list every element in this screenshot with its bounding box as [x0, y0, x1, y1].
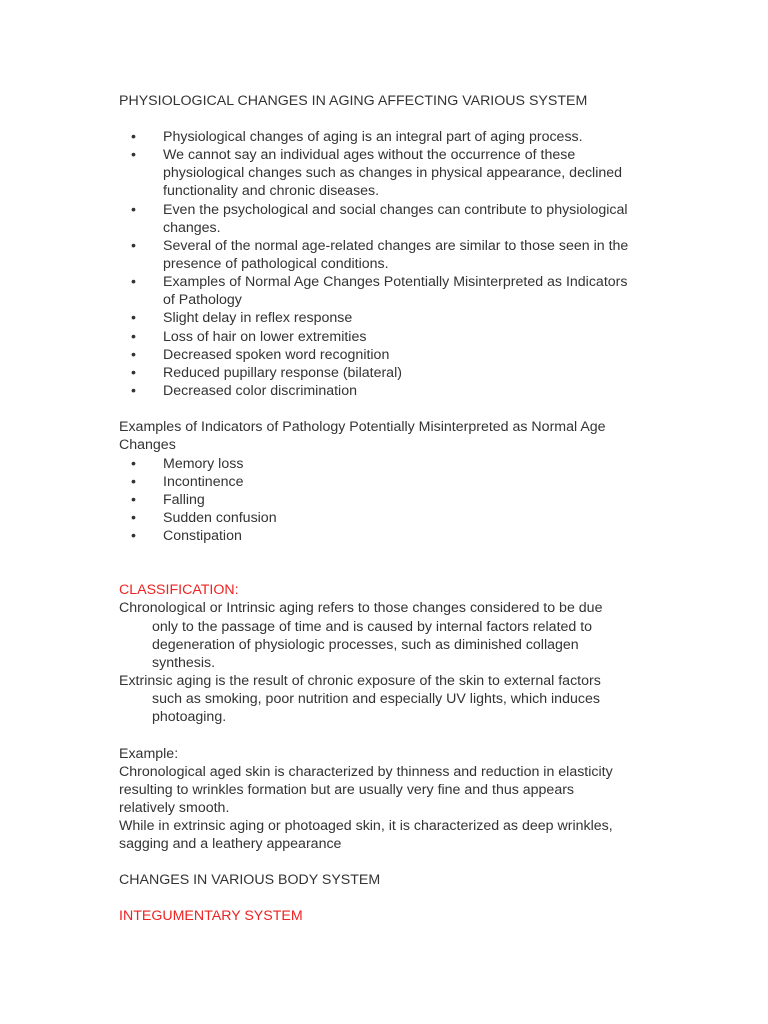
chronological-paragraph: degeneration of physiologic processes, such as diminished collagen — [152, 637, 579, 653]
chronological-paragraph: Chronological or Intrinsic aging refers to those changes considered to be due — [119, 600, 603, 616]
examples-heading: Examples of Indicators of Pathology Potentially Misinterpreted as Normal Age — [119, 419, 606, 435]
bullet-marker: • — [131, 347, 136, 363]
list-item-text: Constipation — [163, 528, 242, 544]
list-item-text: We cannot say an individual ages without the occurrence of these — [163, 147, 576, 163]
bullet-marker: • — [131, 129, 136, 145]
bullet-marker: • — [131, 329, 136, 345]
bullet-marker: • — [131, 510, 136, 526]
list-item-text: Reduced pupillary response (bilateral) — [163, 365, 402, 381]
list-item-text: Incontinence — [163, 474, 244, 490]
example-paragraph: resulting to wrinkles formation but are usually very fine and thus appears — [119, 782, 575, 798]
bullet-marker: • — [131, 274, 136, 290]
bullet-marker: • — [131, 365, 136, 381]
document-title: PHYSIOLOGICAL CHANGES IN AGING AFFECTING VARIOUS SYSTEM — [119, 93, 588, 109]
list-item-text: Slight delay in reflex response — [163, 310, 353, 326]
list-item-text: Decreased spoken word recognition — [163, 347, 390, 363]
bullet-marker: • — [131, 310, 136, 326]
extrinsic-paragraph: Extrinsic aging is the result of chronic exposure of the skin to external factors — [119, 673, 601, 689]
example-paragraph: While in extrinsic aging or photoaged skin, it is characterized as deep wrinkles, — [119, 818, 613, 834]
example-paragraph: sagging and a leathery appearance — [119, 836, 342, 852]
list-item-text: presence of pathological conditions. — [163, 256, 389, 272]
bullet-marker: • — [131, 528, 136, 544]
bullet-marker: • — [131, 147, 136, 163]
chronological-paragraph: synthesis. — [152, 655, 216, 671]
list-item-text: Sudden confusion — [163, 510, 277, 526]
extrinsic-paragraph: photoaging. — [152, 709, 227, 725]
examples-heading: Changes — [119, 437, 176, 453]
list-item-text: of Pathology — [163, 292, 242, 308]
bullet-marker: • — [131, 456, 136, 472]
list-item-text: Loss of hair on lower extremities — [163, 329, 367, 345]
list-item-text: Examples of Normal Age Changes Potentially Misinterpreted as Indicators — [163, 274, 628, 290]
chronological-paragraph: only to the passage of time and is caused by internal factors related to — [152, 619, 593, 635]
list-item-text: physiological changes such as changes in physical appearance, declined — [163, 165, 623, 181]
list-item-text: changes. — [163, 220, 221, 236]
list-item-text: Even the psychological and social changes can contribute to physiological — [163, 202, 628, 218]
list-item-text: Falling — [163, 492, 205, 508]
list-item-text: Physiological changes of aging is an integral part of aging process. — [163, 129, 583, 145]
example-paragraph: relatively smooth. — [119, 800, 230, 816]
bullet-marker: • — [131, 492, 136, 508]
bullet-marker: • — [131, 238, 136, 254]
bullet-marker: • — [131, 202, 136, 218]
bullet-marker: • — [131, 383, 136, 399]
integumentary-heading: INTEGUMENTARY SYSTEM — [119, 908, 303, 924]
list-item-text: Several of the normal age-related changes are similar to those seen in the — [163, 238, 629, 254]
extrinsic-paragraph: such as smoking, poor nutrition and especially UV lights, which induces — [152, 691, 600, 707]
list-item-text: functionality and chronic diseases. — [163, 183, 380, 199]
changes-heading: CHANGES IN VARIOUS BODY SYSTEM — [119, 872, 381, 888]
example-label: Example: — [119, 746, 179, 762]
list-item-text: Memory loss — [163, 456, 244, 472]
bullet-marker: • — [131, 474, 136, 490]
example-paragraph: Chronological aged skin is characterized by thinness and reduction in elasticity — [119, 764, 613, 780]
classification-heading: CLASSIFICATION: — [119, 582, 239, 598]
list-item-text: Decreased color discrimination — [163, 383, 357, 399]
